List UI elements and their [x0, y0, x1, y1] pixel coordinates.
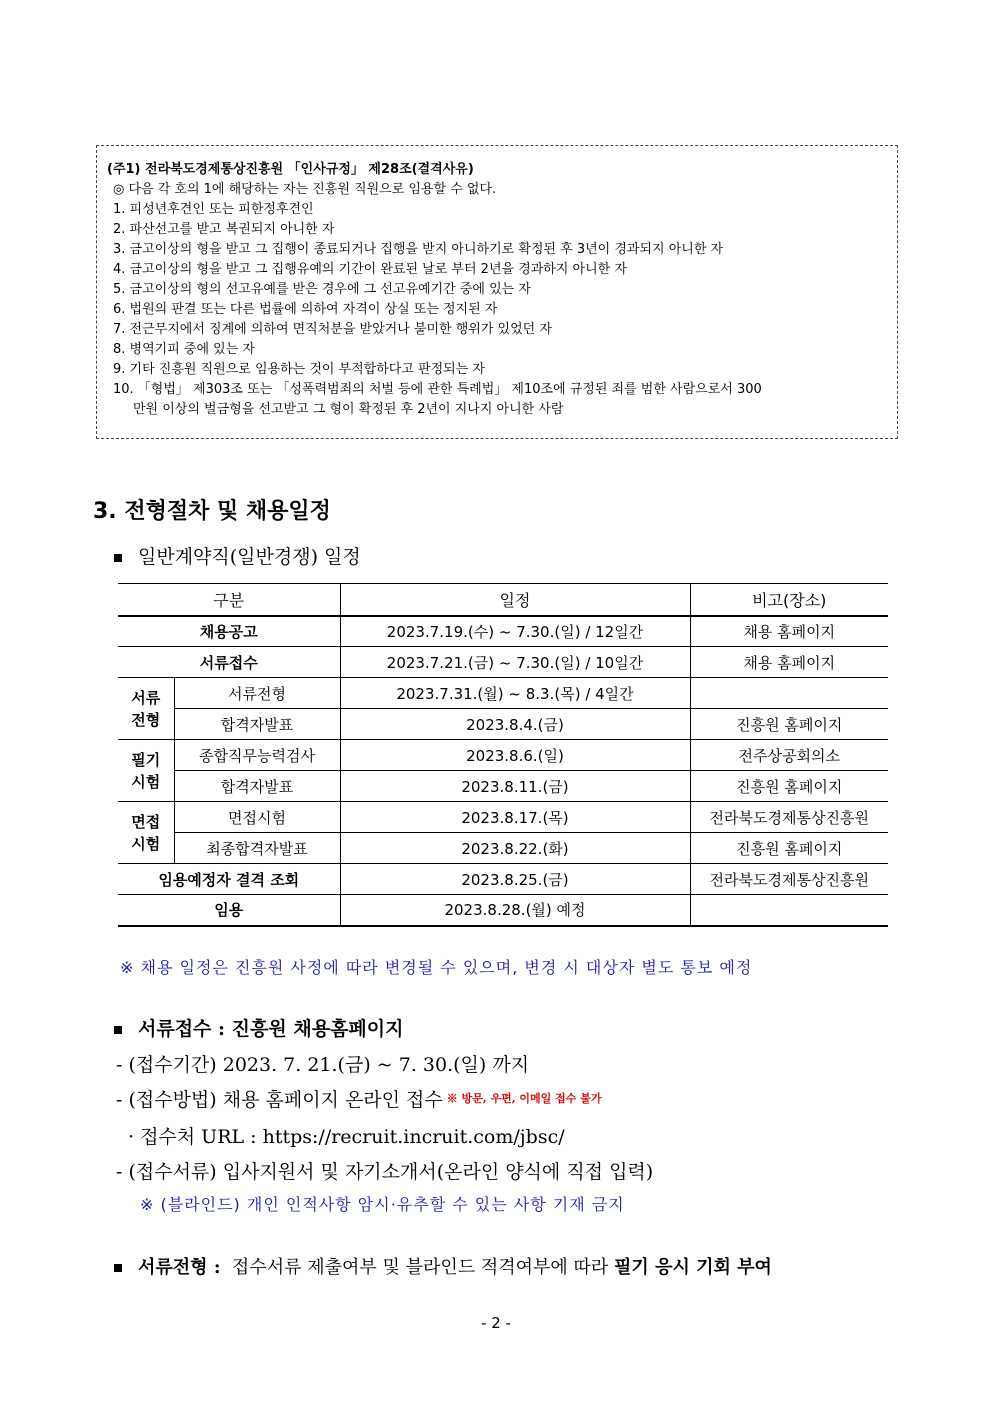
apply-method-note: ※ 방문, 우편, 이메일 접수 불가 [446, 1092, 602, 1105]
row-note: 전주상공회의소 [690, 740, 888, 771]
row-date: 2023.8.25.(금) [340, 864, 690, 895]
group-label: 필기 시험 [118, 740, 174, 802]
note-item: 7. 전근무지에서 징계에 의하여 면직처분을 받았거나 불미한 행위가 있었던 자 [113, 322, 552, 337]
square-bullet-icon [114, 1026, 122, 1034]
table-row [118, 864, 888, 895]
apply-method: - (접수방법) 채용 홈페이지 온라인 접수 [116, 1089, 443, 1111]
row-label: 최종합격자발표 [174, 833, 340, 864]
note-title: (주1) 전라북도경제통상진흥원 「인사규정」 제28조(결격사유) [107, 162, 474, 177]
row-label: 임용 [118, 895, 340, 926]
table-row [118, 616, 888, 647]
screening-label: 서류전형 : [138, 1257, 221, 1278]
table-row [118, 771, 888, 802]
schedule-subheading-text: 일반계약직(일반경쟁) 일정 [138, 546, 361, 568]
row-date: 2023.8.6.(일) [340, 740, 690, 771]
section-title: 3. 전형절차 및 채용일정 [93, 499, 331, 524]
screening-bold: 필기 응시 기회 부여 [614, 1257, 772, 1278]
apply-method-line [116, 1085, 601, 1112]
page-number: - 2 - [481, 1314, 511, 1332]
blind-notice: ※ (블라인드) 개인 인적사항 암시·유추할 수 있는 사항 기재 금지 [140, 1195, 625, 1214]
note-item: 5. 금고이상의 형의 선고유예를 받은 경우에 그 선고유예기간 중에 있는 자 [113, 282, 531, 297]
note-item-continuation: 만원 이상의 벌금형을 선고받고 그 형이 확정된 후 2년이 지나지 아니한 사람 [133, 402, 564, 417]
note-item: 10. 「형법」 제303조 또는 「성폭력범죄의 처벌 등에 관한 특례법」 제10조에 규정된 죄를 범한 사람으로서 300 [113, 382, 762, 397]
schedule-change-notice: ※ 채용 일정은 진흥원 사정에 따라 변경될 수 있으며, 변경 시 대상자 별도 통보 예정 [120, 958, 753, 977]
note-item: 2. 파산선고를 받고 복권되지 아니한 자 [113, 222, 335, 237]
note-item: 4. 금고이상의 형을 받고 그 집행유예의 기간이 완료된 날로 부터 2년을 경과하지 아니한 자 [113, 262, 627, 277]
table-row [118, 833, 888, 864]
table-row [118, 895, 888, 926]
row-date: 2023.8.17.(목) [340, 802, 690, 833]
table-row [118, 678, 888, 709]
row-label: 채용공고 [118, 616, 340, 647]
table-row [118, 709, 888, 740]
row-date: 2023.7.19.(수) ~ 7.30.(일) / 12일간 [340, 616, 690, 647]
row-label: 면접시험 [174, 802, 340, 833]
row-label: 종합직무능력검사 [174, 740, 340, 771]
schedule-table [118, 583, 888, 927]
apply-url: · 접수처 URL : https://recruit.incruit.com/jbsc/ [128, 1126, 565, 1148]
row-note: 전라북도경제통상진흥원 [690, 802, 888, 833]
disqualification-note-box [96, 145, 898, 439]
row-date: 2023.7.31.(월) ~ 8.3.(목) / 4일간 [340, 678, 690, 709]
note-intro: ◎ 다음 각 호의 1에 해당하는 자는 진흥원 직원으로 임용할 수 없다. [113, 182, 497, 197]
note-item: 6. 법원의 판결 또는 다른 법률에 의하여 자격이 상실 또는 정지된 자 [113, 302, 498, 317]
row-date: 2023.7.21.(금) ~ 7.30.(일) / 10일간 [340, 647, 690, 678]
square-bullet-icon [114, 554, 122, 562]
apply-heading-text: 서류접수 : 진흥원 채용홈페이지 [138, 1018, 404, 1040]
column-header: 구분 [118, 584, 340, 616]
schedule-subheading [110, 542, 361, 569]
row-date: 2023.8.4.(금) [340, 709, 690, 740]
row-label: 합격자발표 [174, 709, 340, 740]
column-header: 일정 [340, 584, 690, 616]
group-label: 서류 전형 [118, 678, 174, 740]
note-item: 1. 피성년후견인 또는 피한정후견인 [113, 202, 314, 217]
note-item: 3. 금고이상의 형을 받고 그 집행이 종료되거나 집행을 받지 아니하기로 확정된 후 3년이 경과되지 아니한 자 [113, 242, 724, 257]
row-note: 채용 홈페이지 [690, 647, 888, 678]
row-label: 서류접수 [118, 647, 340, 678]
table-row [118, 740, 888, 771]
row-label: 서류전형 [174, 678, 340, 709]
column-header: 비고(장소) [690, 584, 888, 616]
note-item: 8. 병역기피 중에 있는 자 [113, 342, 255, 357]
screening-text: 접수서류 제출여부 및 블라인드 적격여부에 따라 [231, 1257, 609, 1278]
table-row [118, 802, 888, 833]
row-note [690, 678, 888, 709]
row-date: 2023.8.22.(화) [340, 833, 690, 864]
note-item: 9. 기타 진흥원 직원으로 임용하는 것이 부적합하다고 판정되는 자 [113, 362, 485, 377]
square-bullet-icon [114, 1264, 122, 1272]
table-row [118, 647, 888, 678]
row-date: 2023.8.11.(금) [340, 771, 690, 802]
row-note: 전라북도경제통상진흥원 [690, 864, 888, 895]
row-note: 진흥원 홈페이지 [690, 709, 888, 740]
apply-period: - (접수기간) 2023. 7. 21.(금) ~ 7. 30.(일) 까지 [116, 1054, 530, 1076]
row-label: 합격자발표 [174, 771, 340, 802]
group-label: 면접 시험 [118, 802, 174, 864]
apply-heading [110, 1014, 403, 1041]
row-date: 2023.8.28.(월) 예정 [340, 895, 690, 926]
row-note: 진흥원 홈페이지 [690, 833, 888, 864]
row-note [690, 895, 888, 926]
screening-line [110, 1253, 772, 1279]
apply-docs: - (접수서류) 입사지원서 및 자기소개서(온라인 양식에 직접 입력) [116, 1161, 654, 1183]
row-note: 진흥원 홈페이지 [690, 771, 888, 802]
row-note: 채용 홈페이지 [690, 616, 888, 647]
row-label: 임용예정자 결격 조회 [118, 864, 340, 895]
table-header-row [118, 584, 888, 616]
